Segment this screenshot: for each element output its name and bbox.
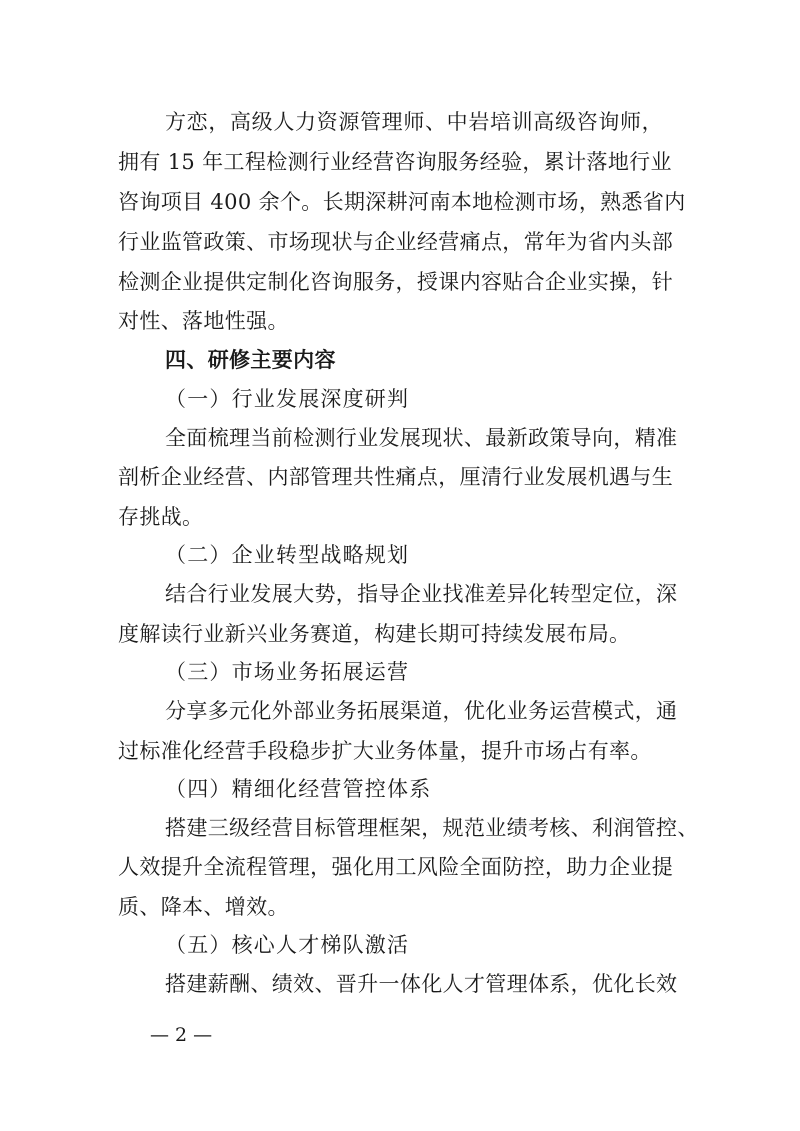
subsection-title-2: （二）企业转型战略规划 (165, 543, 410, 567)
bio-line-5: 检测企业提供定制化咨询服务，授课内容贴合企业实操，针 (118, 270, 674, 294)
subsection-title-4: （四）精细化经营管控体系 (165, 777, 432, 801)
subsection-4-line-2: 人效提升全流程管理，强化用工风险全面防控，助力企业提 (118, 855, 674, 879)
subsection-4-line-3: 质、降本、增效。 (118, 895, 289, 919)
subsection-1-line-1: 全面梳理当前检测行业发展现状、最新政策导向，精准 (165, 426, 678, 450)
subsection-3-line-2: 过标准化经营手段稳步扩大业务体量，提升市场占有率。 (118, 739, 652, 763)
subsection-title-3: （三）市场业务拓展运营 (165, 660, 410, 684)
bio-line-4: 行业监管政策、市场现状与企业经营痛点，常年为省内头部 (118, 230, 674, 254)
section-heading: 四、研修主要内容 (165, 348, 336, 372)
bio-line-6: 对性、落地性强。 (118, 309, 289, 333)
subsection-4-line-1: 搭建三级经营目标管理框架，规范业绩考核、利润管控、 (165, 816, 699, 840)
subsection-2-line-1: 结合行业发展大势，指导企业找准差异化转型定位，深 (165, 582, 678, 606)
subsection-3-line-1: 分享多元化外部业务拓展渠道，优化业务运营模式，通 (165, 699, 678, 723)
subsection-title-1: （一）行业发展深度研判 (165, 387, 410, 411)
bio-line-2: 拥有 15 年工程检测行业经营咨询服务经验，累计落地行业 (118, 150, 672, 174)
subsection-2-line-2: 度解读行业新兴业务赛道，构建长期可持续发展布局。 (118, 622, 631, 646)
subsection-1-line-2: 剖析企业经营、内部管理共性痛点，厘清行业发展机遇与生 (118, 465, 674, 489)
subsection-1-line-3: 存挑战。 (118, 505, 204, 529)
bio-line-3: 咨询项目 400 余个。长期深耕河南本地检测市场，熟悉省内 (118, 190, 686, 214)
subsection-title-5: （五）核心人才梯队激活 (165, 933, 410, 957)
subsection-5-line-1: 搭建薪酬、绩效、晋升一体化人才管理体系，优化长效 (165, 972, 678, 996)
page-number: — 2 — (150, 1024, 213, 1046)
bio-line-1: 方恋，高级人力资源管理师、中岩培训高级咨询师， (165, 110, 663, 134)
